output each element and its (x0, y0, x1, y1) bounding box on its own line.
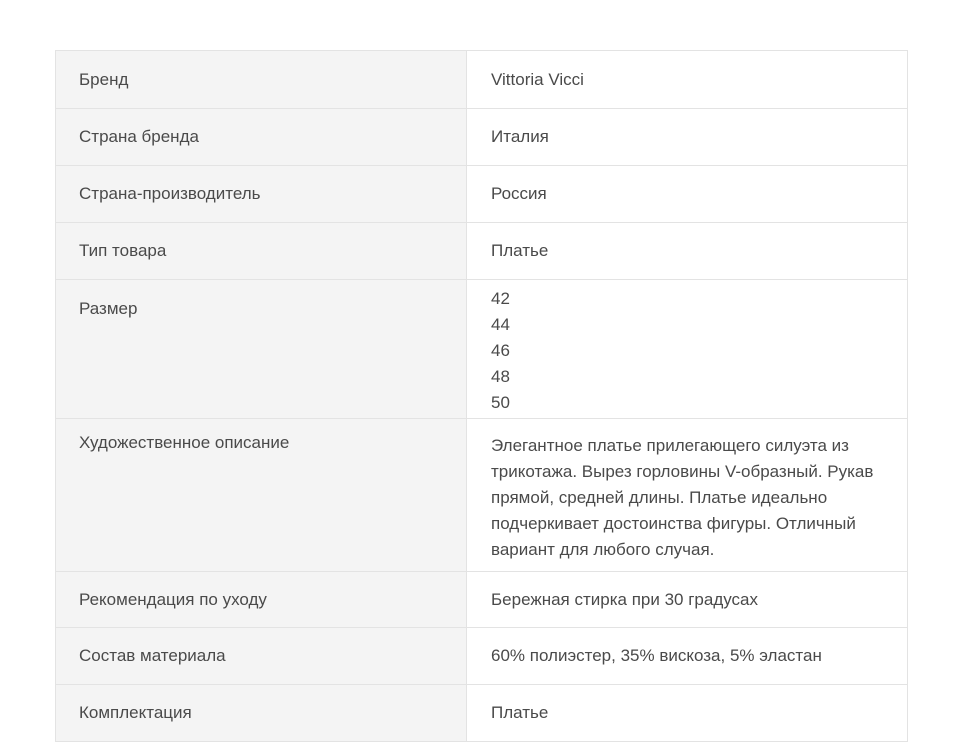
product-specs-table (55, 50, 908, 742)
size-option: 44 (491, 315, 510, 334)
spec-label-product-type: Тип товара (56, 223, 467, 280)
table-row (56, 572, 908, 628)
spec-label-manufacturer-country: Страна-производитель (56, 166, 467, 223)
table-row (56, 419, 908, 572)
spec-value-composition: 60% полиэстер, 35% вискоза, 5% эластан (467, 628, 908, 685)
spec-label-size: Размер (56, 280, 467, 419)
size-option: 42 (491, 289, 510, 308)
size-option: 46 (491, 341, 510, 360)
spec-value-product-type: Платье (467, 223, 908, 280)
size-option: 50 (491, 393, 510, 412)
spec-value-brand-country: Италия (467, 109, 908, 166)
table-row (56, 51, 908, 109)
table-row (56, 109, 908, 166)
spec-label-brand-country: Страна бренда (56, 109, 467, 166)
spec-label-composition: Состав материала (56, 628, 467, 685)
spec-label-care: Рекомендация по уходу (56, 572, 467, 628)
spec-label-description: Художественное описание (56, 419, 467, 572)
table-row (56, 685, 908, 742)
table-row (56, 280, 908, 419)
table-row (56, 166, 908, 223)
table-row (56, 223, 908, 280)
spec-label-package: Комплектация (56, 685, 467, 742)
size-option: 48 (491, 367, 510, 386)
spec-value-sizes (467, 280, 908, 419)
spec-value-care: Бережная стирка при 30 градусах (467, 572, 908, 628)
spec-value-manufacturer-country: Россия (467, 166, 908, 223)
spec-value-description: Элегантное платье прилегающего силуэта из трикотажа. Вырез горловины V-образный. Рукав прямой, средней длины. Платье идеально подчеркивает достоинства фигуры. Отличный вариант для любого случая. (467, 419, 908, 572)
spec-label-brand: Бренд (56, 51, 467, 109)
table-row (56, 628, 908, 685)
spec-value-brand: Vittoria Vicci (467, 51, 908, 109)
spec-value-package: Платье (467, 685, 908, 742)
